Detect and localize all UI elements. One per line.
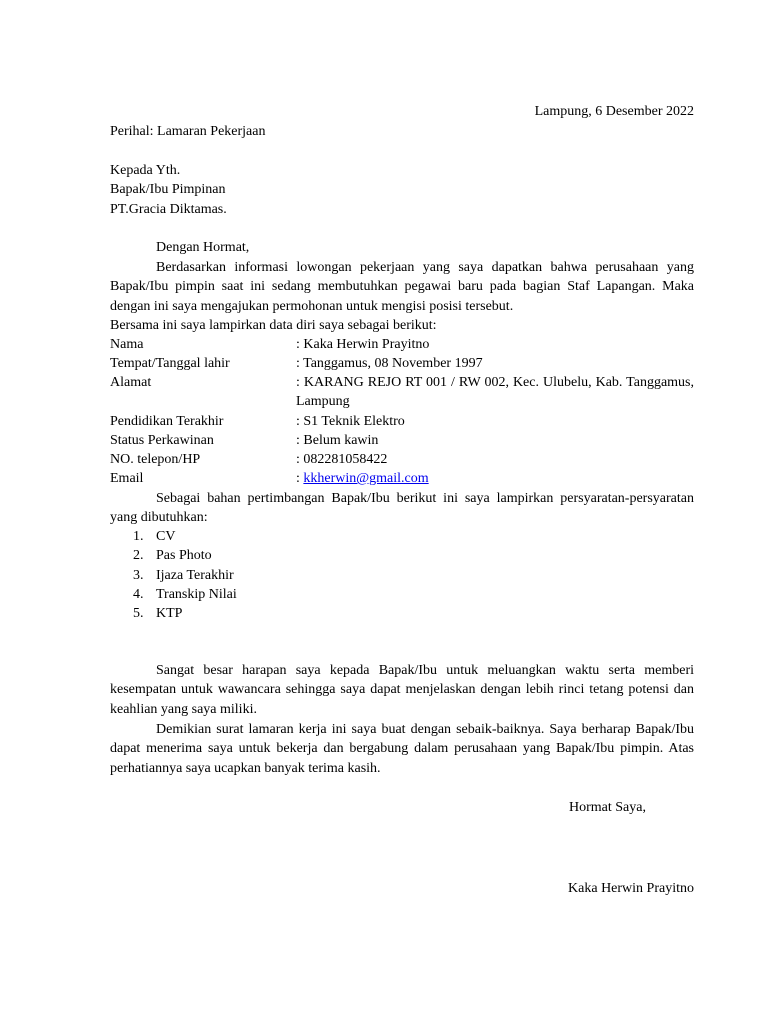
list-number: 5. <box>133 606 144 621</box>
hope-paragraph: Sangat besar harapan saya kepada Bapak/Ibu untuk meluangkan waktu serta memberi kesempatan untuk wawancara sehingga saya dapat menjelaskan dengan lebih rinci tetang potensi dan keahlian yang saya miliki. <box>110 663 694 717</box>
recipient-line-3: PT.Gracia Diktamas. <box>110 202 227 217</box>
closing-paragraph: Demikian surat lamaran kerja ini saya buat dengan sebaik-baiknya. Saya berharap Bapak/Ibu dapat menerima saya untuk bekerja dan bergabung dalam perusahaan yang Bapak/Ibu pimpin. Atas perhatiannya saya ucapkan banyak terima kasih. <box>110 722 694 776</box>
list-text: KTP <box>156 606 183 621</box>
list-number: 4. <box>133 587 144 602</box>
data-value: : 082281058422 <box>296 452 388 467</box>
data-value <box>296 469 694 488</box>
list-text: Ijaza Terakhir <box>156 568 234 583</box>
data-label: NO. telepon/HP <box>110 452 201 467</box>
data-value: : Tanggamus, 08 November 1997 <box>296 356 483 371</box>
data-value: : S1 Teknik Elektro <box>296 414 405 429</box>
list-number: 3. <box>133 568 144 583</box>
data-label: Email <box>110 471 144 486</box>
email-prefix: : <box>296 471 304 486</box>
recipient-line-1: Kepada Yth. <box>110 163 181 178</box>
place-date: Lampung, 6 Desember 2022 <box>534 104 694 119</box>
list-number: 1. <box>133 529 144 544</box>
data-label: Alamat <box>110 375 152 390</box>
recipient-line-2: Bapak/Ibu Pimpinan <box>110 182 226 197</box>
data-label: Pendidikan Terakhir <box>110 414 224 429</box>
sign-off: Hormat Saya, <box>569 800 646 815</box>
list-item <box>133 546 212 565</box>
data-value: : Belum kawin <box>296 433 379 448</box>
data-value: : KARANG REJO RT 001 / RW 002, Kec. Ulubelu, Kab. Tanggamus, Lampung <box>296 375 694 410</box>
list-text: Pas Photo <box>156 548 212 563</box>
data-value: : Kaka Herwin Prayitno <box>296 337 430 352</box>
list-number: 2. <box>133 548 144 563</box>
data-label: Nama <box>110 337 144 352</box>
signatory-name: Kaka Herwin Prayitno <box>568 881 694 896</box>
greeting: Dengan Hormat, <box>156 240 250 255</box>
data-label: Status Perkawinan <box>110 433 214 448</box>
email-link[interactable]: kkherwin@gmail.com <box>303 471 429 486</box>
data-label: Tempat/Tanggal lahir <box>110 356 230 371</box>
list-text: Transkip Nilai <box>156 587 237 602</box>
list-item <box>133 604 182 623</box>
attachments-intro: Sebagai bahan pertimbangan Bapak/Ibu berikut ini saya lampirkan persyaratan-persyaratan yang dibutuhkan: <box>110 491 694 526</box>
list-item <box>133 566 234 585</box>
list-item <box>133 527 175 546</box>
list-text: CV <box>156 529 176 544</box>
intro-paragraph: Berdasarkan informasi lowongan pekerjaan yang saya dapatkan bahwa perusahaan yang Bapak/Ibu pimpin saat ini sedang membutuhkan pegawai baru pada bagian Staf Lapangan. Maka dengan ini saya mengajukan permohonan untuk mengisi posisi tersebut. <box>110 260 694 314</box>
data-intro: Bersama ini saya lampirkan data diri saya sebagai berikut: <box>110 318 437 333</box>
list-item <box>133 585 237 604</box>
subject-line: Perihal: Lamaran Pekerjaan <box>110 124 266 139</box>
